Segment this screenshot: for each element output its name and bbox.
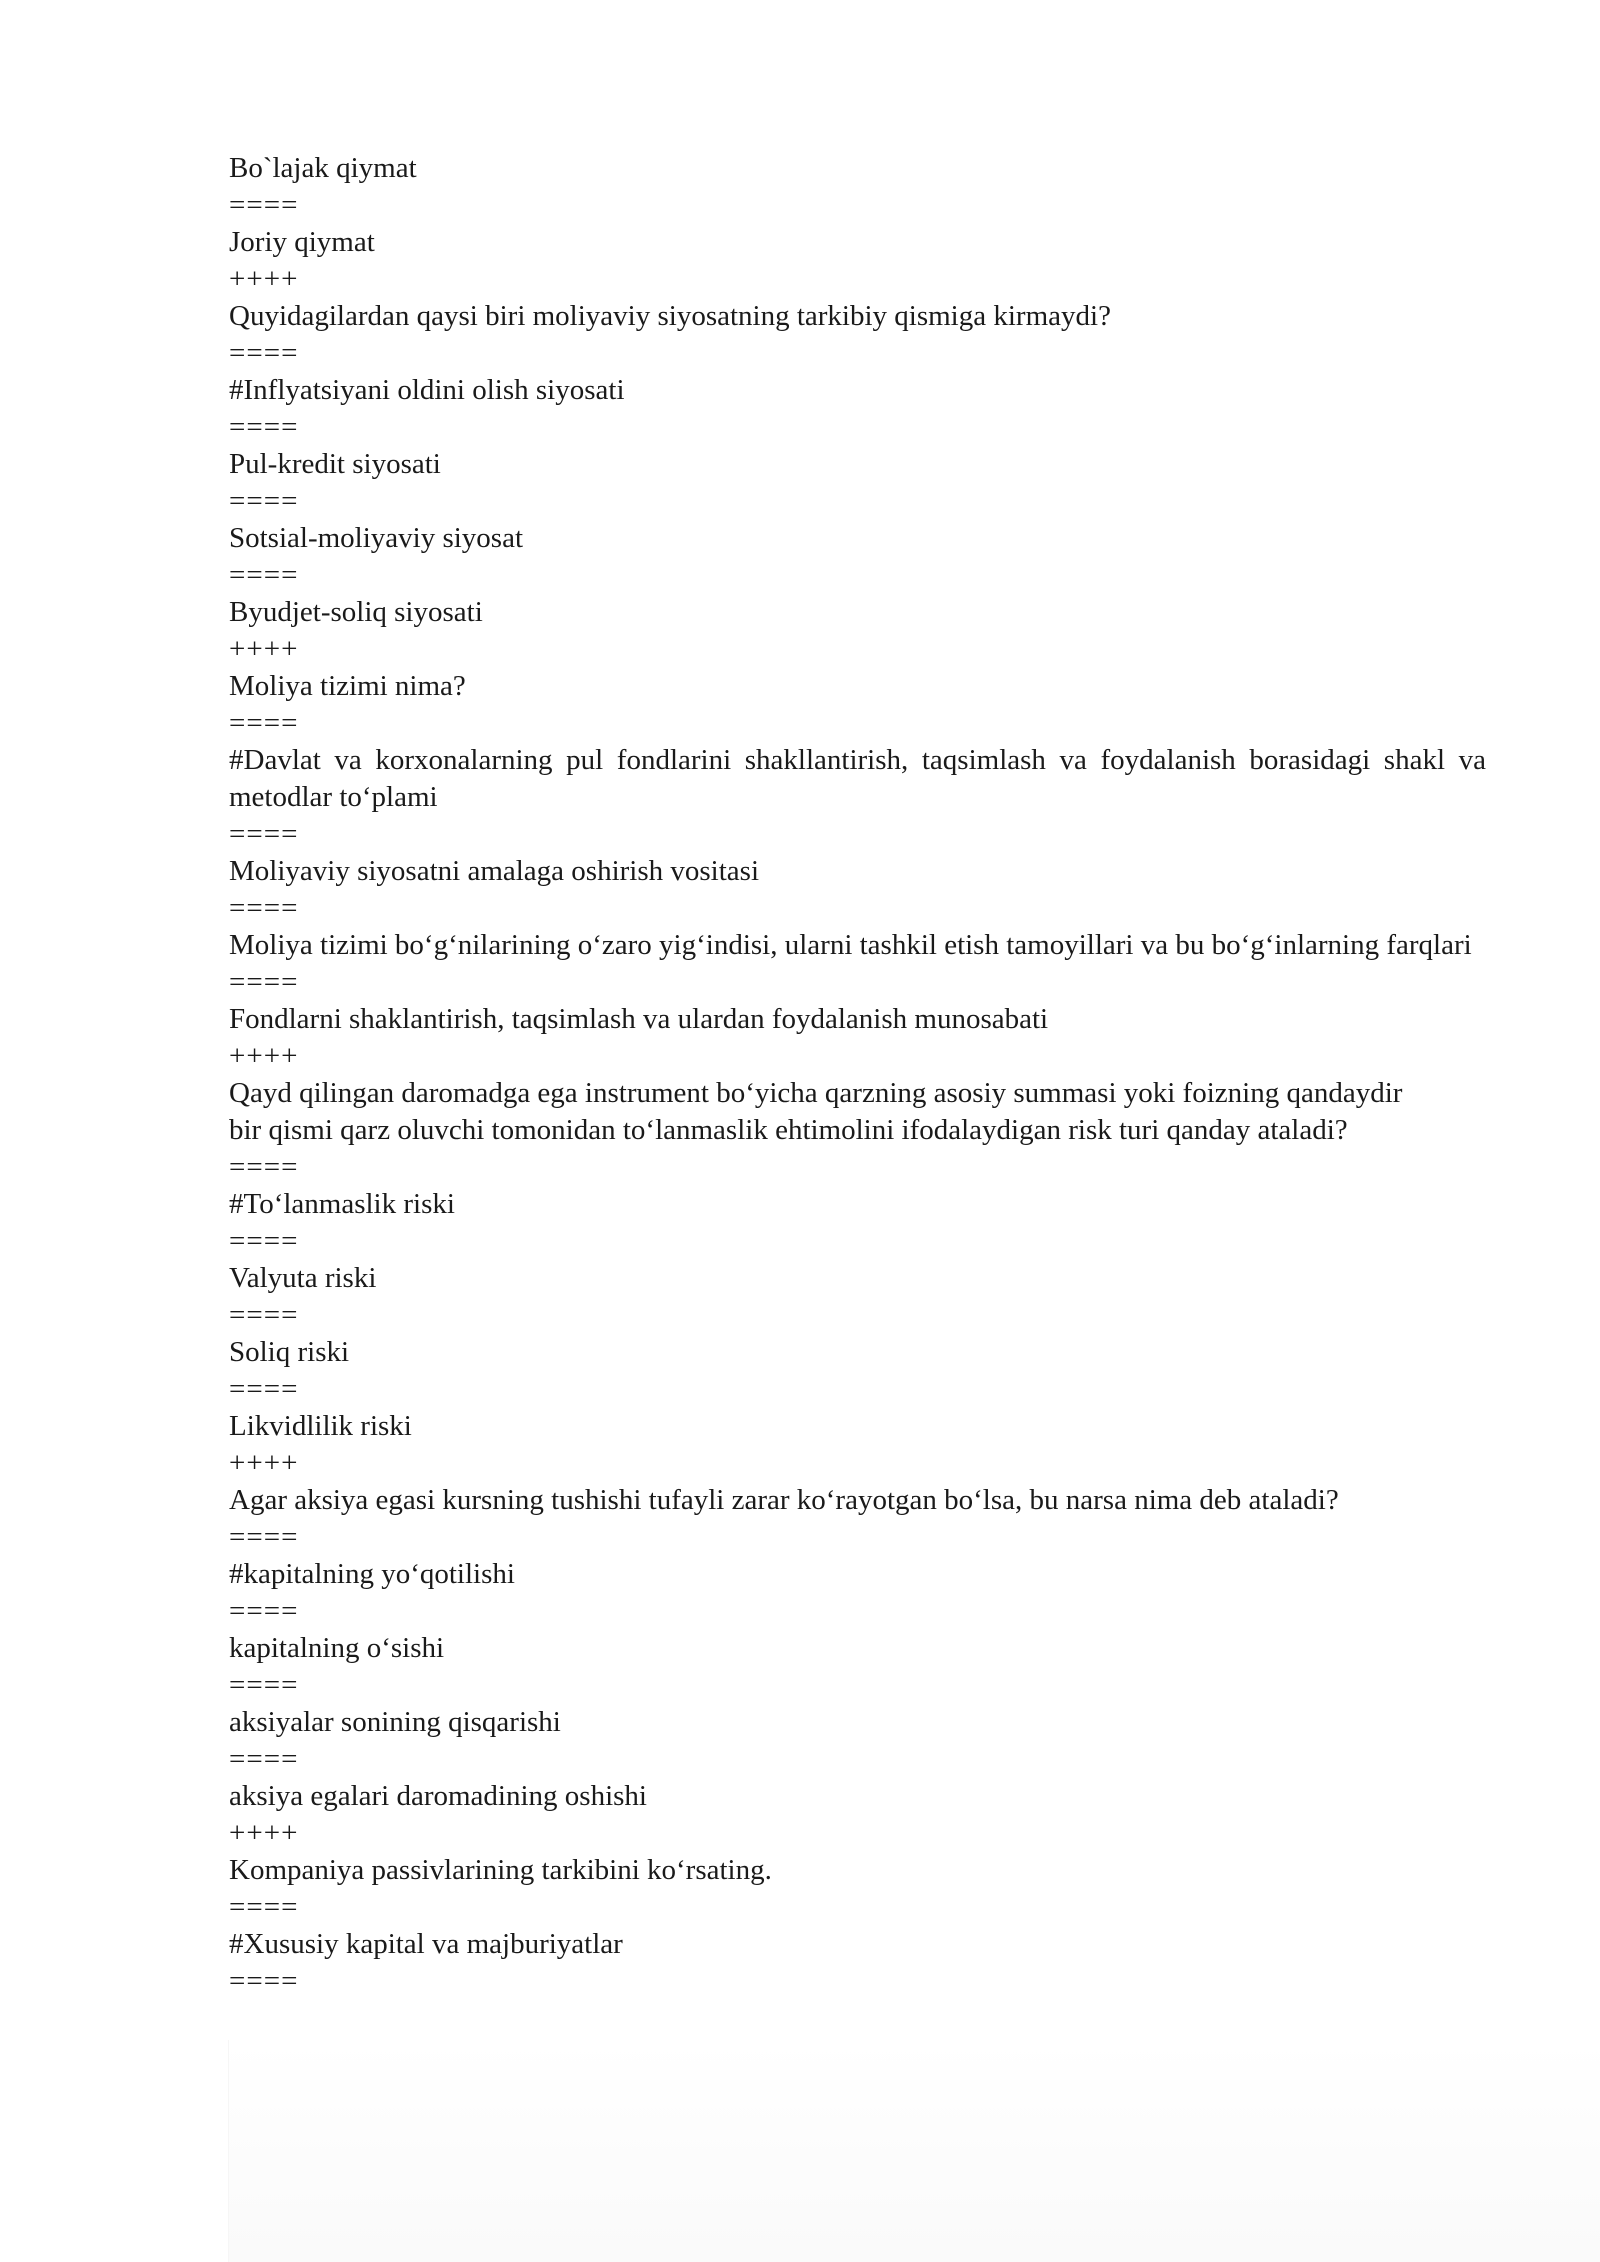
separator-line: ++++	[229, 263, 299, 295]
text-line: kapitalning o‘sishi	[229, 1632, 445, 1664]
separator-line: ====	[229, 1373, 299, 1405]
separator-line: ====	[229, 707, 299, 739]
text-line: #Xususiy kapital va majburiyatlar	[229, 1928, 623, 1960]
page-edge-shading	[228, 2040, 1600, 2262]
text-line: aksiya egalari daromadining oshishi	[229, 1780, 647, 1812]
document-body	[229, 150, 1486, 2000]
text-line: Bo`lajak qiymat	[229, 152, 417, 184]
separator-line: ====	[229, 485, 299, 517]
separator-line: ====	[229, 1965, 299, 1997]
separator-line: ====	[229, 1521, 299, 1553]
separator-line: ====	[229, 559, 299, 591]
text-line: Byudjet-soliq siyosati	[229, 596, 483, 628]
separator-line: ====	[229, 411, 299, 443]
separator-line: ====	[229, 892, 299, 924]
separator-line: ====	[229, 818, 299, 850]
text-line: Joriy qiymat	[229, 226, 375, 258]
text-line: Kompaniya passivlarining tarkibini ko‘rsating.	[229, 1854, 772, 1886]
text-line: Moliyaviy siyosatni amalaga oshirish vositasi	[229, 855, 760, 887]
text-line: Moliya tizimi bo‘g‘nilarining o‘zaro yig‘indisi, ularni tashkil etish tamoyillari va bu bo‘g‘inlarning farqlari	[229, 929, 1472, 961]
separator-line: ====	[229, 1669, 299, 1701]
separator-line: ====	[229, 1151, 299, 1183]
text-line: Valyuta riski	[229, 1262, 377, 1294]
separator-line: ====	[229, 337, 299, 369]
separator-line: ====	[229, 1299, 299, 1331]
text-line: #Davlat va korxonalarning pul fondlarini shakllantirish, taqsimlash va foydalanish borasidagi shakl va metodlar to‘plami	[229, 744, 1486, 813]
separator-line: ++++	[229, 1447, 299, 1479]
text-line: Qayd qilingan daromadga ega instrument bo‘yicha qarzning asosiy summasi yoki foizning qandaydir bir qismi qarz oluvchi tomonidan to‘lanmaslik ehtimolini ifodalaydigan risk turi qanday ataladi?	[229, 1077, 1403, 1146]
text-line: Likvidlilik riski	[229, 1410, 412, 1442]
text-line: Quyidagilardan qaysi biri moliyaviy siyosatning tarkibiy qismiga kirmaydi?	[229, 300, 1111, 332]
separator-line: ====	[229, 1891, 299, 1923]
text-line: aksiyalar sonining qisqarishi	[229, 1706, 561, 1738]
text-line: #kapitalning yo‘qotilishi	[229, 1558, 515, 1590]
separator-line: ++++	[229, 1817, 299, 1849]
separator-line: ====	[229, 189, 299, 221]
separator-line: ====	[229, 966, 299, 998]
text-line: Pul-kredit siyosati	[229, 448, 441, 480]
text-line: Fondlarni shaklantirish, taqsimlash va ulardan foydalanish munosabati	[229, 1003, 1049, 1035]
text-line: Soliq riski	[229, 1336, 350, 1368]
text-line: #Inflyatsiyani oldini olish siyosati	[229, 374, 625, 406]
text-line: Moliya tizimi nima?	[229, 670, 466, 702]
separator-line: ++++	[229, 633, 299, 665]
text-line: #To‘lanmaslik riski	[229, 1188, 455, 1220]
separator-line: ====	[229, 1743, 299, 1775]
separator-line: ====	[229, 1595, 299, 1627]
text-line: Sotsial-moliyaviy siyosat	[229, 522, 524, 554]
text-line: Agar aksiya egasi kursning tushishi tufayli zarar ko‘rayotgan bo‘lsa, bu narsa nima deb ataladi?	[229, 1484, 1339, 1516]
separator-line: ====	[229, 1225, 299, 1257]
separator-line: ++++	[229, 1040, 299, 1072]
